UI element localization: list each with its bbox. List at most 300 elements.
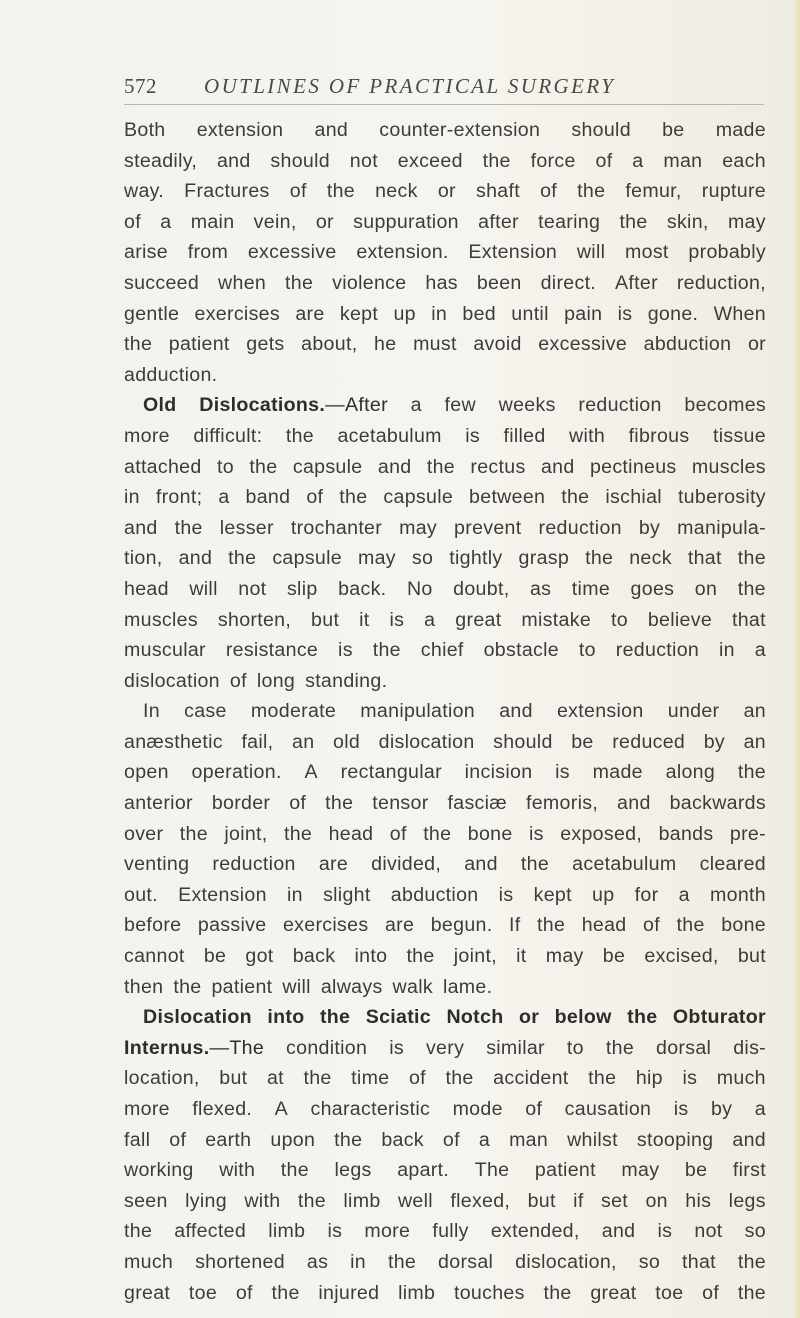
word: the (737, 547, 766, 570)
word: flexed, (450, 1189, 511, 1212)
text-line (124, 268, 766, 299)
text-line (124, 1125, 766, 1156)
word: lame. (442, 975, 493, 998)
word: great (590, 1281, 637, 1304)
word: reduction, (676, 271, 766, 294)
word: femoris, (525, 792, 599, 815)
word: are (384, 914, 415, 937)
text-line (124, 1155, 766, 1186)
word: then (124, 975, 164, 998)
word: extension (556, 700, 644, 723)
word: anterior (124, 792, 193, 815)
text-line (124, 329, 766, 360)
word: is (389, 608, 405, 631)
word: is (498, 883, 514, 906)
word: vein, (253, 210, 297, 233)
word: force (530, 149, 576, 172)
word: as (529, 577, 552, 600)
word: after (478, 210, 519, 233)
word: fully (432, 1220, 469, 1243)
word: extended, (490, 1220, 580, 1243)
word: trochanter (290, 516, 383, 539)
word: of (235, 1281, 253, 1304)
word: well (397, 1189, 433, 1212)
word: whilst (567, 1128, 618, 1151)
text-line (124, 880, 766, 911)
word: of (229, 669, 247, 692)
word: toe (655, 1281, 684, 1304)
word: at (266, 1067, 284, 1090)
word: extension. (356, 241, 449, 264)
word: between (469, 486, 546, 509)
word: along (665, 761, 716, 784)
word: affected (174, 1220, 247, 1243)
word: Extension (468, 241, 558, 264)
word: similar (486, 1036, 545, 1059)
word: patient (211, 975, 273, 998)
word: of (525, 1098, 543, 1120)
bold-word: Notch (446, 1006, 504, 1029)
word: to (566, 1036, 584, 1059)
running-title: OUTLINES OF PRACTICAL SURGERY (204, 74, 616, 98)
text-line (124, 299, 766, 330)
word: fasciæ (447, 792, 508, 815)
word: —The (209, 1036, 265, 1059)
word: of (389, 822, 407, 845)
word: exercises (194, 302, 280, 325)
word: is (555, 761, 570, 784)
word: or (437, 180, 456, 203)
word: extension (196, 119, 284, 141)
word: venting (124, 853, 190, 876)
word: accident (493, 1067, 569, 1090)
word: and (617, 792, 651, 815)
word: first (732, 1159, 766, 1182)
word: the (325, 792, 354, 815)
word: the (334, 1128, 363, 1151)
word: abduction (390, 883, 479, 906)
word: the (737, 761, 766, 784)
bold-word: or (518, 1006, 540, 1029)
word: by (638, 516, 661, 539)
word: the (406, 945, 435, 968)
text-line (124, 115, 766, 146)
word: is (657, 1220, 673, 1243)
word: the (174, 516, 203, 539)
word: the (588, 1067, 617, 1090)
word: out. (124, 883, 158, 906)
word: limb (398, 1281, 436, 1304)
word: patient (534, 1159, 596, 1182)
word: the (426, 455, 455, 478)
word: muscles (691, 455, 766, 478)
word: may (399, 516, 438, 539)
word: the (179, 822, 208, 845)
word: a (160, 210, 172, 233)
word: the (387, 1250, 417, 1273)
word: upon (270, 1128, 316, 1151)
word: a (754, 639, 766, 662)
word: is (389, 1036, 404, 1059)
word: limb (343, 1189, 381, 1212)
word: the (283, 822, 313, 845)
word: the (285, 424, 314, 447)
word: but (219, 1067, 248, 1090)
word: abduction (643, 333, 732, 356)
word: dislocation (378, 730, 475, 753)
word: when (218, 271, 267, 294)
word: bed (462, 302, 496, 325)
word: in (124, 486, 140, 509)
word: each (722, 149, 766, 172)
word: and (540, 455, 575, 478)
word: The (474, 1159, 510, 1182)
page-edge (792, 0, 800, 1318)
word: pain (564, 302, 603, 325)
word: excessive (538, 333, 628, 356)
word: a (754, 1098, 766, 1120)
word: capsule (383, 486, 454, 509)
word: the (737, 1281, 766, 1304)
text-line (124, 788, 766, 819)
word: of (408, 1067, 426, 1090)
word: head (581, 914, 627, 937)
word: to (578, 639, 596, 662)
word: —After (325, 394, 388, 417)
word: kept (339, 302, 379, 325)
text-line (124, 819, 766, 850)
word: acetabulum (572, 853, 677, 876)
word: operation. (191, 761, 282, 784)
word: man (509, 1128, 549, 1151)
word: suppuration (353, 210, 459, 233)
word: up (393, 302, 416, 325)
word: may (357, 547, 396, 570)
word: rupture (701, 180, 766, 203)
word: Extension (178, 883, 267, 906)
word: time (351, 1067, 390, 1090)
word: stooping (636, 1128, 714, 1151)
word: of (169, 1128, 187, 1151)
word: If (509, 914, 521, 937)
word: month (710, 883, 766, 906)
word: so (638, 1250, 661, 1273)
word: is (673, 1098, 689, 1120)
word: reduction (212, 853, 296, 876)
word: the (271, 1281, 300, 1304)
word: great (124, 1281, 171, 1304)
word: manipula- (677, 516, 766, 539)
word: with (244, 1189, 281, 1212)
word: the (543, 1281, 572, 1304)
page-header (124, 74, 764, 100)
word: much (124, 1250, 174, 1273)
word: skin, (666, 210, 709, 233)
bold-word: into (267, 1006, 305, 1029)
word: hip (635, 1067, 663, 1090)
text-line (124, 452, 766, 483)
word: of (643, 914, 660, 937)
word: an (743, 700, 766, 723)
word: slip (286, 577, 318, 600)
text-line (124, 146, 766, 177)
word: under (667, 700, 720, 723)
word: should (270, 149, 330, 172)
text-line (124, 910, 766, 941)
word: most (625, 241, 669, 264)
word: it (359, 608, 370, 631)
word: direct. (540, 271, 597, 294)
text-line (124, 1186, 766, 1217)
word: of (442, 1128, 460, 1151)
word: head (328, 822, 374, 845)
word: excised, (644, 945, 719, 968)
text-line (124, 482, 766, 513)
word: tissue (712, 424, 766, 447)
bold-word: Dislocations.—After (199, 394, 388, 417)
word: succeed (124, 271, 200, 294)
word: causation (564, 1098, 652, 1120)
word: may (727, 210, 766, 233)
bold-word: below (554, 1006, 612, 1029)
word: got (245, 945, 274, 968)
word: in (287, 883, 303, 906)
word: the (124, 1220, 153, 1243)
word: to (216, 455, 234, 478)
word: a (218, 486, 230, 509)
word: earth (205, 1128, 252, 1151)
text-line (124, 1033, 766, 1064)
word: the (124, 333, 153, 356)
word: is (529, 822, 544, 845)
word: gentle (124, 302, 180, 325)
word: and (499, 700, 533, 723)
word: of (289, 180, 307, 203)
word: must (413, 333, 457, 356)
word: muscles (124, 608, 198, 631)
word: will (576, 241, 606, 264)
word: in (719, 639, 735, 662)
word: of (289, 792, 307, 815)
word: and (124, 516, 158, 539)
word: a (478, 1128, 491, 1151)
word: an (743, 730, 766, 753)
word: an (292, 730, 315, 753)
word: tearing (538, 210, 601, 233)
word: over (124, 822, 164, 845)
word: may (621, 1159, 660, 1182)
word: mistake (521, 608, 592, 631)
word: obstacle (483, 639, 559, 662)
word: the (676, 914, 705, 937)
word: back (381, 1128, 424, 1151)
text-line (124, 1216, 766, 1247)
word: flexed. (192, 1098, 253, 1120)
text-line (124, 696, 766, 727)
word: ischial (605, 486, 662, 509)
bold-word: Internus.—The (124, 1036, 265, 1059)
word: prevent (454, 516, 522, 539)
word: muscular (124, 639, 206, 662)
word: A (274, 1098, 288, 1120)
word: incision (464, 761, 533, 784)
word: be (602, 945, 626, 968)
word: but (737, 945, 766, 968)
word: should (571, 119, 631, 141)
body-text (124, 115, 766, 1308)
text-line (124, 1002, 766, 1033)
word: fall (124, 1128, 151, 1151)
word: he (374, 333, 397, 356)
word: reduced (612, 730, 686, 753)
text-line (124, 390, 766, 421)
word: passive (197, 914, 267, 937)
word: resistance (225, 639, 319, 662)
word: so (744, 1220, 766, 1243)
word: been (476, 271, 522, 294)
word: attached (124, 455, 202, 478)
word: a (632, 149, 644, 172)
word: a (678, 883, 690, 906)
word: Both (124, 119, 166, 141)
text-line (124, 972, 766, 1003)
word: the (303, 1067, 332, 1090)
word: gets (246, 333, 285, 356)
word: be (684, 1159, 708, 1182)
word: head (124, 577, 169, 600)
word: the (537, 914, 566, 937)
word: more (124, 1098, 170, 1120)
word: from (187, 241, 229, 264)
word: more (364, 1220, 411, 1243)
word: be (662, 119, 685, 141)
word: of (595, 149, 613, 172)
bold-word: the (319, 1006, 351, 1029)
word: working (124, 1159, 194, 1182)
word: by (710, 1098, 733, 1120)
word: man (663, 149, 703, 172)
word: lying (185, 1189, 227, 1212)
word: of (702, 1281, 720, 1304)
word: set (601, 1189, 629, 1212)
word: up (592, 883, 615, 906)
word: slight (323, 883, 371, 906)
word: the (445, 1067, 474, 1090)
word: anæsthetic (124, 730, 223, 753)
word: kept (533, 883, 572, 906)
word: the (285, 271, 314, 294)
word: bone (721, 914, 766, 937)
word: fibrous (628, 424, 690, 447)
word: tightly (449, 547, 503, 570)
word: time (571, 577, 611, 600)
word: moderate (250, 700, 337, 723)
word: backwards (669, 792, 766, 815)
word: capsule (272, 547, 342, 570)
word: and (377, 455, 412, 478)
word: seen (124, 1189, 168, 1212)
word: for (634, 883, 659, 906)
word: becomes (684, 394, 766, 417)
word: or (315, 210, 334, 233)
word: dis- (733, 1036, 766, 1059)
word: rectangular (340, 761, 442, 784)
word: dislocation (124, 669, 220, 692)
word: and (314, 119, 349, 141)
word: reduction (615, 639, 700, 662)
word: is (338, 639, 353, 662)
word: border (211, 792, 271, 815)
word: are (295, 302, 325, 325)
header-rule (124, 104, 764, 105)
word: injured (318, 1281, 380, 1304)
text-line (124, 543, 766, 574)
word: band (245, 486, 291, 509)
word: until (511, 302, 549, 325)
word: always (320, 975, 383, 998)
word: neck (629, 547, 672, 570)
word: back (292, 945, 336, 968)
word: the (297, 1189, 326, 1212)
word: to (610, 608, 628, 631)
word: much (716, 1067, 766, 1090)
word: so (411, 547, 434, 570)
word: avoid (473, 333, 522, 356)
word: walk (392, 975, 433, 998)
text-line (124, 360, 766, 391)
word: reduction (538, 516, 622, 539)
text-line (124, 666, 766, 697)
word: legs (334, 1159, 372, 1182)
word: goes (630, 577, 675, 600)
word: counter-extension (379, 119, 541, 141)
word: with (569, 424, 606, 447)
text-line (124, 207, 766, 238)
word: the (280, 1159, 309, 1182)
word: rectus (470, 455, 526, 478)
word: the (173, 975, 202, 998)
word: and (732, 1128, 766, 1151)
word: main (190, 210, 235, 233)
word: his (685, 1189, 712, 1212)
word: patient (168, 333, 230, 356)
word: the (482, 149, 511, 172)
word: chief (420, 639, 464, 662)
word: dorsal (656, 1036, 712, 1059)
word: weeks (498, 394, 556, 417)
word: lesser (219, 516, 274, 539)
text-line (124, 635, 766, 666)
word: dislocation, (515, 1250, 617, 1273)
word: joint, (453, 945, 497, 968)
word: the (326, 180, 355, 203)
word: bands (658, 822, 714, 845)
word: more (124, 424, 170, 447)
word: a (410, 394, 422, 417)
word: difficult: (193, 424, 263, 447)
word: grasp (518, 547, 570, 570)
word: reduction (578, 394, 662, 417)
text-line (124, 727, 766, 758)
word: is (682, 1067, 698, 1090)
word: made (715, 119, 766, 141)
word: of (540, 180, 558, 203)
word: the (561, 486, 590, 509)
word: with (219, 1159, 256, 1182)
word: exceed (397, 149, 463, 172)
word: back. (338, 577, 387, 600)
word: acetabulum (337, 424, 442, 447)
